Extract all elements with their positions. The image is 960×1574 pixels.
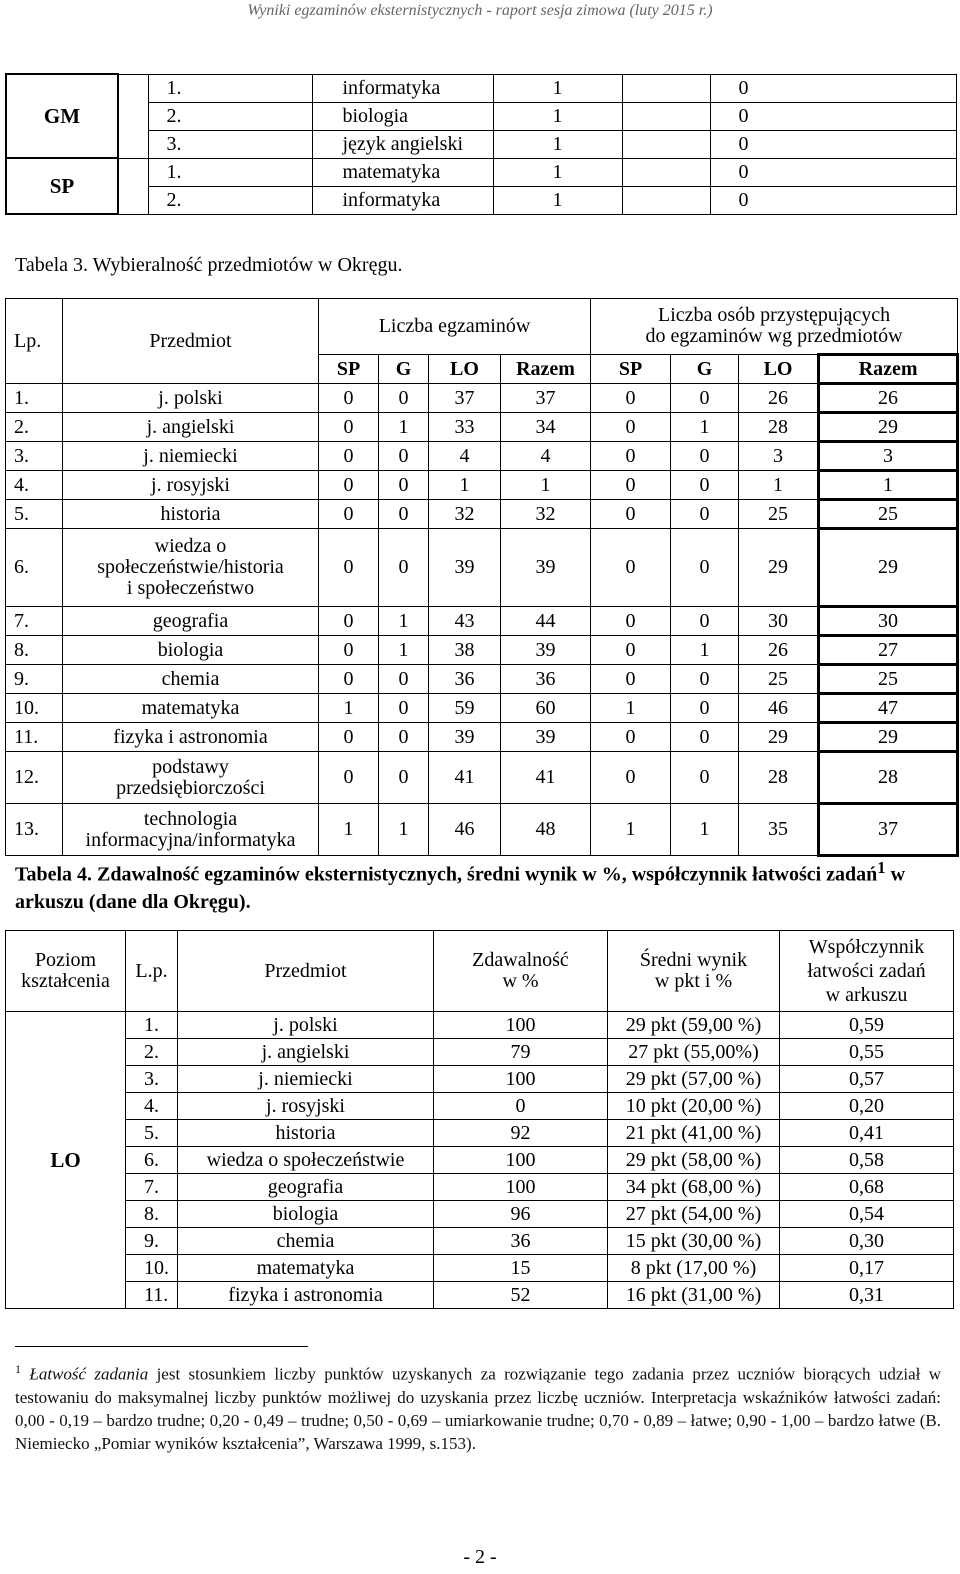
footnote-term: Łatwość zadania — [29, 1364, 149, 1384]
pass-rate-cell: 100 — [434, 1147, 608, 1174]
subject-cell: wiedza o społeczeństwie — [178, 1147, 434, 1174]
ease-coefficient-cell: 0,30 — [780, 1228, 954, 1255]
value-cell: 1 — [493, 102, 622, 130]
value-cell: 0 — [319, 413, 379, 442]
value-cell: 39 — [501, 636, 591, 665]
lp-cell: 9. — [6, 665, 63, 694]
subject-cell: geografia — [178, 1174, 434, 1201]
value-cell: 0 — [319, 471, 379, 500]
value-cell: 0 — [591, 442, 671, 471]
subheader-cell: G — [671, 355, 739, 384]
value-cell: 41 — [429, 752, 501, 804]
header-person-count-line2: do egzaminów wg przedmiotów — [645, 325, 903, 347]
value-cell: 26 — [739, 384, 819, 413]
header-subject: Przedmiot — [178, 931, 434, 1012]
value-cell: 4 — [429, 442, 501, 471]
exam-results-table — [5, 930, 954, 1309]
value-cell: 0 — [379, 442, 429, 471]
value-cell: 0 — [671, 442, 739, 471]
pass-rate-cell: 15 — [434, 1255, 608, 1282]
spacer-cell — [118, 74, 148, 158]
table-row — [6, 529, 958, 607]
value-cell: 0 — [591, 607, 671, 636]
value-cell: 25 — [819, 665, 958, 694]
subject-cell: informatyka — [312, 74, 493, 102]
value-cell: 0 — [319, 500, 379, 529]
ease-coefficient-cell: 0,57 — [780, 1066, 954, 1093]
subject-cell: podstawy przedsiębiorczości — [63, 752, 319, 804]
level-cell: SP — [6, 158, 118, 214]
value-cell: 33 — [429, 413, 501, 442]
header-pass-rate: Zdawalność w % — [434, 931, 608, 1012]
value-cell: 0 — [379, 665, 429, 694]
lp-cell: 6. — [6, 529, 63, 607]
ease-coefficient-cell: 0,41 — [780, 1120, 954, 1147]
value-cell: 1 — [493, 158, 622, 186]
lp-cell: 2. — [126, 1039, 178, 1066]
value-cell: 0 — [710, 158, 956, 186]
value-cell: 0 — [379, 752, 429, 804]
value-cell: 37 — [819, 804, 958, 856]
lp-cell: 12. — [6, 752, 63, 804]
footnote-ref: 1 — [877, 858, 886, 877]
value-cell: 0 — [379, 529, 429, 607]
value-cell: 0 — [591, 500, 671, 529]
average-score-cell: 29 pkt (57,00 %) — [608, 1066, 780, 1093]
average-score-cell: 21 pkt (41,00 %) — [608, 1120, 780, 1147]
page-number: - 2 - — [463, 1546, 497, 1568]
value-cell: 28 — [739, 752, 819, 804]
table-row — [6, 413, 958, 442]
subject-cell: biologia — [312, 102, 493, 130]
average-score-cell: 27 pkt (54,00 %) — [608, 1201, 780, 1228]
value-cell: 0 — [671, 694, 739, 723]
table-row — [6, 694, 958, 723]
value-cell: 26 — [819, 384, 958, 413]
level-cell: LO — [6, 1012, 126, 1309]
value-cell: 0 — [379, 384, 429, 413]
lp-cell: 1. — [126, 1012, 178, 1039]
lp-cell: 1. — [148, 158, 312, 186]
value-cell: 0 — [671, 723, 739, 752]
lp-cell: 11. — [6, 723, 63, 752]
value-cell: 0 — [319, 607, 379, 636]
value-cell: 29 — [819, 413, 958, 442]
value-cell: 29 — [819, 723, 958, 752]
value-cell: 1 — [429, 471, 501, 500]
value-cell: 47 — [819, 694, 958, 723]
running-header: Wyniki egzaminów eksternistycznych - raport sesja zimowa (luty 2015 r.) — [247, 2, 713, 19]
ease-coefficient-cell: 0,54 — [780, 1201, 954, 1228]
value-cell: 39 — [429, 529, 501, 607]
value-cell: 29 — [739, 723, 819, 752]
pass-rate-cell: 100 — [434, 1012, 608, 1039]
subheader-cell: G — [379, 355, 429, 384]
footnote-mark: 1 — [15, 1362, 21, 1376]
average-score-cell: 34 pkt (68,00 %) — [608, 1174, 780, 1201]
table-row — [6, 1201, 954, 1228]
ease-coefficient-cell: 0,55 — [780, 1039, 954, 1066]
lp-cell: 5. — [6, 500, 63, 529]
subject-cell: matematyka — [312, 158, 493, 186]
value-cell: 39 — [429, 723, 501, 752]
value-cell: 30 — [739, 607, 819, 636]
lp-cell: 10. — [126, 1255, 178, 1282]
table4-caption — [15, 857, 945, 916]
value-cell: 0 — [591, 471, 671, 500]
value-cell: 0 — [379, 471, 429, 500]
level-cell: GM — [6, 74, 118, 158]
lp-cell: 9. — [126, 1228, 178, 1255]
footnote-text: jest stosunkiem liczby punktów uzyskanych za rozwiązanie tego zadania przez uczniów biorących udział w testowaniu do maksymalnej liczby punktów możliwej do uzyskania przez liczbę uczniów. Interpretacja wskaźników łatwości zadań: 0,00 - 0,19 – bardzo trudne; 0,20 - 0,49 – trudne; 0,50 - 0,69 – umiarkowanie trudne; 0,70 - 0,89 – łatwe; 0,90 - 1,00 – bardzo łatwe (B. Niemiecko „Pomiar wyników kształcenia”, Warszawa 1999, s.153). — [15, 1364, 942, 1453]
ease-coefficient-cell: 0,20 — [780, 1093, 954, 1120]
subject-cell: j. niemiecki — [63, 442, 319, 471]
value-cell: 29 — [819, 529, 958, 607]
subheader-cell: LO — [429, 355, 501, 384]
table-row — [6, 1093, 954, 1120]
header-lp: Lp. — [6, 299, 63, 384]
value-cell: 0 — [671, 500, 739, 529]
subject-cell: j. angielski — [178, 1039, 434, 1066]
table-row — [6, 1039, 954, 1066]
value-cell: 48 — [501, 804, 591, 856]
lp-cell: 1. — [148, 74, 312, 102]
value-cell: 0 — [591, 665, 671, 694]
value-cell: 1 — [319, 804, 379, 856]
table-row — [6, 500, 958, 529]
table-row — [6, 442, 958, 471]
pass-rate-cell: 96 — [434, 1201, 608, 1228]
ease-coefficient-cell: 0,68 — [780, 1174, 954, 1201]
value-cell: 44 — [501, 607, 591, 636]
lp-cell: 8. — [6, 636, 63, 665]
subject-cell: matematyka — [63, 694, 319, 723]
subheader-cell: SP — [319, 355, 379, 384]
value-cell: 37 — [429, 384, 501, 413]
header-average-score: Średni wynik w pkt i % — [608, 931, 780, 1012]
subject-cell: biologia — [63, 636, 319, 665]
value-cell: 43 — [429, 607, 501, 636]
value-cell: 32 — [501, 500, 591, 529]
value-cell: 0 — [591, 529, 671, 607]
table-row — [6, 130, 956, 158]
value-cell: 1 — [501, 471, 591, 500]
table-row — [6, 1228, 954, 1255]
header-lp: L.p. — [126, 931, 178, 1012]
ease-coefficient-cell: 0,31 — [780, 1282, 954, 1309]
subject-cell: technologia informacyjna/informatyka — [63, 804, 319, 856]
value-cell: 26 — [739, 636, 819, 665]
pass-rate-cell: 92 — [434, 1120, 608, 1147]
table-row — [6, 752, 958, 804]
table-row — [6, 1012, 954, 1039]
table-row — [6, 1147, 954, 1174]
table-row — [6, 74, 956, 102]
value-cell: 0 — [591, 384, 671, 413]
header-person-count-line1: Liczba osób przystępujących — [657, 304, 891, 326]
average-score-cell: 15 pkt (30,00 %) — [608, 1228, 780, 1255]
value-cell: 0 — [710, 130, 956, 158]
value-cell: 0 — [319, 529, 379, 607]
subject-cell: j. niemiecki — [178, 1066, 434, 1093]
lp-cell: 3. — [148, 130, 312, 158]
lp-cell: 2. — [148, 102, 312, 130]
table-row — [6, 186, 956, 214]
subheader-cell: Razem — [501, 355, 591, 384]
value-cell: 1 — [493, 186, 622, 214]
value-cell: 25 — [739, 665, 819, 694]
average-score-cell: 29 pkt (59,00 %) — [608, 1012, 780, 1039]
value-cell: 32 — [429, 500, 501, 529]
value-cell: 39 — [501, 529, 591, 607]
value-cell: 0 — [319, 723, 379, 752]
table-row — [6, 723, 958, 752]
lp-cell: 1. — [6, 384, 63, 413]
subject-cell: chemia — [178, 1228, 434, 1255]
subject-cell: fizyka i astronomia — [63, 723, 319, 752]
average-score-cell: 29 pkt (58,00 %) — [608, 1147, 780, 1174]
value-cell: 0 — [671, 384, 739, 413]
value-cell: 0 — [319, 442, 379, 471]
table4-caption-end: w arkuszu (dane dla Okręgu). — [15, 863, 906, 913]
table-row — [6, 384, 958, 413]
lp-cell: 2. — [6, 413, 63, 442]
subheader-cell: SP — [591, 355, 671, 384]
value-cell: 1 — [379, 607, 429, 636]
value-cell: 0 — [379, 500, 429, 529]
value-cell: 0 — [319, 636, 379, 665]
table-row — [6, 1120, 954, 1147]
value-cell: 0 — [710, 186, 956, 214]
spacer-cell — [118, 158, 148, 214]
value-cell: 0 — [671, 607, 739, 636]
subject-cell: geografia — [63, 607, 319, 636]
ease-coefficient-cell: 0,59 — [780, 1012, 954, 1039]
lp-cell: 7. — [126, 1174, 178, 1201]
value-cell: 1 — [671, 413, 739, 442]
value-cell: 28 — [739, 413, 819, 442]
value-cell: 25 — [739, 500, 819, 529]
value-cell: 0 — [379, 723, 429, 752]
value-cell: 0 — [591, 752, 671, 804]
subject-cell: historia — [63, 500, 319, 529]
value-cell: 1 — [493, 130, 622, 158]
table-row — [6, 636, 958, 665]
pass-rate-cell: 100 — [434, 1066, 608, 1093]
average-score-cell: 8 pkt (17,00 %) — [608, 1255, 780, 1282]
table-row — [6, 804, 958, 856]
value-cell: 1 — [671, 636, 739, 665]
value-cell: 1 — [591, 694, 671, 723]
value-cell: 34 — [501, 413, 591, 442]
table-row — [6, 665, 958, 694]
value-cell: 0 — [671, 529, 739, 607]
table-row — [6, 158, 956, 186]
value-cell: 30 — [819, 607, 958, 636]
lp-cell: 11. — [126, 1282, 178, 1309]
value-cell: 0 — [671, 471, 739, 500]
lp-cell: 5. — [126, 1120, 178, 1147]
value-cell: 1 — [671, 804, 739, 856]
subject-cell: informatyka — [312, 186, 493, 214]
pass-rate-cell: 100 — [434, 1174, 608, 1201]
footnote — [15, 1358, 941, 1455]
exam-count-table-fragment — [5, 73, 957, 215]
subject-cell: j. polski — [63, 384, 319, 413]
value-cell: 0 — [671, 752, 739, 804]
subject-selection-table — [5, 298, 959, 857]
subject-cell: fizyka i astronomia — [178, 1282, 434, 1309]
value-cell: 25 — [819, 500, 958, 529]
value-cell: 1 — [591, 804, 671, 856]
value-cell: 38 — [429, 636, 501, 665]
subject-cell: j. angielski — [63, 413, 319, 442]
pass-rate-cell: 79 — [434, 1039, 608, 1066]
subject-cell: język angielski — [312, 130, 493, 158]
value-cell: 39 — [501, 723, 591, 752]
average-score-cell: 16 pkt (31,00 %) — [608, 1282, 780, 1309]
value-cell: 37 — [501, 384, 591, 413]
pass-rate-cell: 0 — [434, 1093, 608, 1120]
value-cell: 60 — [501, 694, 591, 723]
value-cell: 27 — [819, 636, 958, 665]
lp-cell: 2. — [148, 186, 312, 214]
value-cell: 41 — [501, 752, 591, 804]
value-cell: 0 — [319, 384, 379, 413]
subject-cell: historia — [178, 1120, 434, 1147]
value-cell: 28 — [819, 752, 958, 804]
lp-cell: 4. — [126, 1093, 178, 1120]
lp-cell: 4. — [6, 471, 63, 500]
lp-cell: 13. — [6, 804, 63, 856]
value-cell: 0 — [379, 694, 429, 723]
value-cell: 46 — [739, 694, 819, 723]
lp-cell: 6. — [126, 1147, 178, 1174]
value-cell: 36 — [501, 665, 591, 694]
value-cell: 3 — [739, 442, 819, 471]
value-cell: 1 — [819, 471, 958, 500]
value-cell: 1 — [739, 471, 819, 500]
subheader-cell: Razem — [819, 355, 958, 384]
table3-caption: Tabela 3. Wybieralność przedmiotów w Okręgu. — [15, 254, 403, 276]
value-cell: 1 — [379, 636, 429, 665]
ease-coefficient-cell: 0,58 — [780, 1147, 954, 1174]
value-cell: 0 — [319, 665, 379, 694]
pass-rate-cell: 36 — [434, 1228, 608, 1255]
table-row — [6, 1282, 954, 1309]
value-cell: 0 — [591, 413, 671, 442]
header-exam-count: Liczba egzaminów — [319, 299, 591, 355]
table-row — [6, 471, 958, 500]
value-cell: 36 — [429, 665, 501, 694]
value-cell: 0 — [591, 636, 671, 665]
table-row — [6, 1255, 954, 1282]
subject-cell: wiedza o społeczeństwie/historia i społeczeństwo — [63, 529, 319, 607]
subject-cell: j. polski — [178, 1012, 434, 1039]
value-cell: 4 — [501, 442, 591, 471]
subject-cell: matematyka — [178, 1255, 434, 1282]
value-cell: 29 — [739, 529, 819, 607]
lp-cell: 3. — [126, 1066, 178, 1093]
lp-cell: 10. — [6, 694, 63, 723]
value-cell: 1 — [493, 74, 622, 102]
table4-caption-main: Tabela 4. Zdawalność egzaminów eksternistycznych, średni wynik w %, współczynnik łatwości zadań — [15, 863, 878, 886]
lp-cell: 8. — [126, 1201, 178, 1228]
header-level: Poziom kształcenia — [6, 931, 126, 1012]
subject-cell: j. rosyjski — [63, 471, 319, 500]
average-score-cell: 27 pkt (55,00%) — [608, 1039, 780, 1066]
table-row — [6, 1174, 954, 1201]
table-row — [6, 607, 958, 636]
subject-cell: chemia — [63, 665, 319, 694]
value-cell: 1 — [379, 413, 429, 442]
average-score-cell: 10 pkt (20,00 %) — [608, 1093, 780, 1120]
value-cell: 0 — [319, 752, 379, 804]
subject-cell: biologia — [178, 1201, 434, 1228]
value-cell: 1 — [379, 804, 429, 856]
header-ease-coefficient: Współczynnik łatwości zadań w arkuszu — [780, 931, 954, 1012]
header-person-count — [591, 299, 958, 355]
value-cell: 35 — [739, 804, 819, 856]
value-cell: 46 — [429, 804, 501, 856]
header-subject: Przedmiot — [63, 299, 319, 384]
table-row — [6, 1066, 954, 1093]
value-cell: 59 — [429, 694, 501, 723]
lp-cell: 7. — [6, 607, 63, 636]
subject-cell: j. rosyjski — [178, 1093, 434, 1120]
value-cell: 0 — [591, 723, 671, 752]
value-cell: 0 — [710, 102, 956, 130]
value-cell: 3 — [819, 442, 958, 471]
ease-coefficient-cell: 0,17 — [780, 1255, 954, 1282]
value-cell: 1 — [319, 694, 379, 723]
footnote-separator — [15, 1346, 308, 1347]
lp-cell: 3. — [6, 442, 63, 471]
table-row — [6, 102, 956, 130]
value-cell: 0 — [710, 74, 956, 102]
value-cell: 0 — [671, 665, 739, 694]
pass-rate-cell: 52 — [434, 1282, 608, 1309]
subheader-cell: LO — [739, 355, 819, 384]
